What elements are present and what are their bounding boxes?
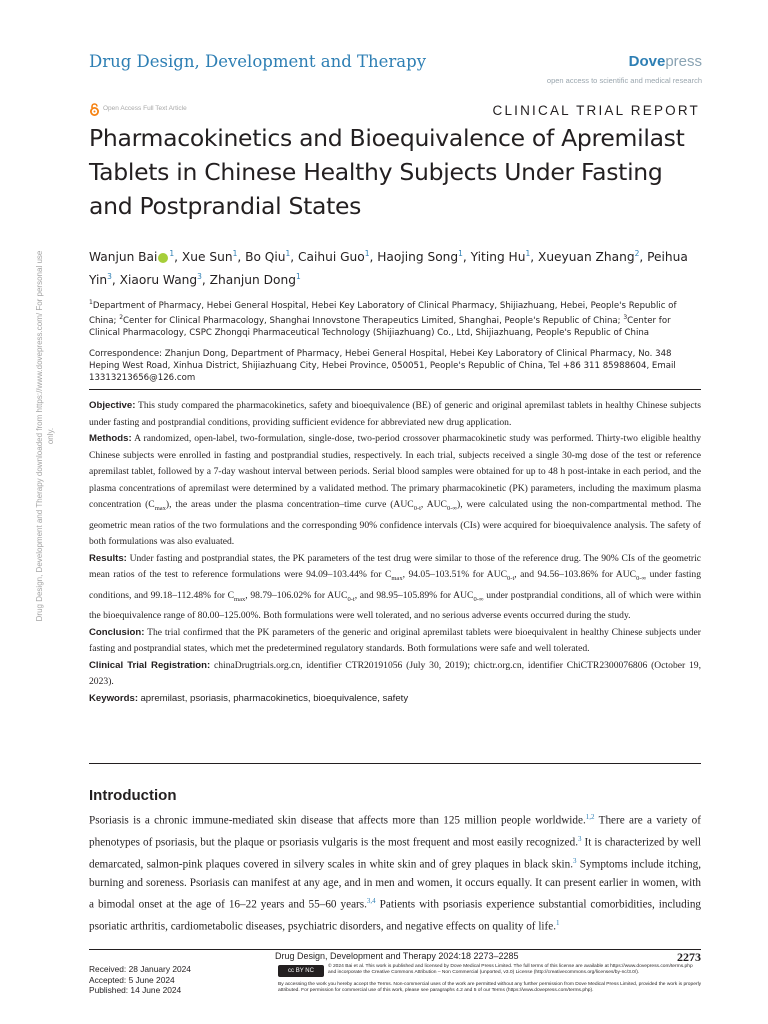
results-text: , and 94.56–103.86% for AUC (514, 569, 637, 581)
author-affiliation-number: 1 (458, 249, 463, 258)
subscript: max (234, 595, 246, 603)
subscript: 0-t (507, 575, 515, 583)
affiliations (89, 297, 699, 339)
body-text: Psoriasis is a chronic immune-mediated skin disease that affects more than 125 million people worldwide. (89, 814, 586, 827)
objective-text: This study compared the pharmacokinetics, safety and bioequivalence (BE) of generic and original apremilast tablets in healthy Chinese subjects under fasting and postprandial conditions, providing sufficient evidence for abbreviated new drug application. (89, 400, 701, 428)
methods-text: A randomized, open-label, two-formulation, single-dose, two-period crossover pharmacokinetic study was performed. Thirty-two eligible healthy Chinese subjects were enrolled in fasting and postprandial studies, respectively. In each trial, subjects received a single 30-mg dose of the test or reference apremilast tablet, followed by a 7-day washout interval between periods. Serial blood samples were obtained for up to 48 h post-intake in each period, and the plasma concentrations of apremilast were determined by a validated method. The primary pharmacokinetic (PK) parameters, including the maximum plasma concentration (C (89, 433, 701, 511)
section-heading: Introduction (89, 787, 177, 804)
journal-title: Drug Design, Development and Therapy (89, 52, 427, 71)
author-name[interactable]: Yiting Hu (470, 250, 526, 265)
author-name[interactable]: Xiaoru Wang (119, 273, 198, 288)
body-text: It is characterized by well demarcated, salmon-pink plaques covered in silvery scales in white skin and of grey plaques in black skin. (89, 836, 702, 871)
objective-label: Objective: (89, 400, 136, 411)
results-text: , 94.05–103.51% for AUC (402, 569, 508, 581)
subscript: 0-∞ (636, 575, 647, 583)
footer-citation: Drug Design, Development and Therapy 2024:18 2273–2285 (275, 951, 519, 961)
keywords-text: apremilast, psoriasis, pharmacokinetics, bioequivalence, safety (140, 693, 409, 705)
body-text: Patients with psoriasis experience substantial comorbidities, including psoriatic arthritis, cardiometabolic diseases, psychiatric disorders, and negative effects on quality of life. (89, 899, 702, 934)
affiliation-text: Department of Pharmacy, Hebei General Hospital, Hebei Key Laboratory of Clinical Pharmacy, Shijiazhuang, Hebei, People's Republic of China; (89, 300, 677, 326)
author-name[interactable]: Peihua Yin (89, 250, 688, 288)
subscript: 0-∞ (473, 595, 484, 603)
citation-link[interactable]: 3,4 (366, 897, 376, 906)
author-name[interactable]: Zhanjun Dong (209, 273, 296, 288)
author-list: Wanjun Bai $^1$, Xue Sun$^1$, Bo Qiu$^1$, Caihui Guo$^1$, Haojing Song$^1$, Yiting Hu$^1$, Xueyuan Zhang$^2$, Peihua Yin$^3$, Xiaoru Wang$^3$, Zhanjun Dong$^1$ (89, 249, 688, 288)
affiliation-number: 1 (89, 299, 93, 306)
subscript: 0-t (347, 595, 355, 603)
conclusion-text: The trial confirmed that the PK parameters of the generic and original apremilast tablets were bioequivalent in healthy Chinese subjects under fasting and postprandial states, which met the predetermined regulatory standards. Both formulations were safe and well tolerated. (89, 626, 701, 655)
subscript: 0-t (413, 505, 421, 513)
correspondence: Correspondence: Zhanjun Dong, Department of Pharmacy, Hebei General Hospital, Hebei Key Laboratory of Clinical Pharmacy, No. 348 Heping West Road, Xinhua District, Shijiazhuang City, Hebei Province, 050051, People's Republic of China, Tel +86 311 85988604, Email 13313213656@126.com (89, 349, 676, 384)
abstract (89, 398, 701, 708)
open-access-icon (89, 103, 100, 116)
affiliation-text: Center for Clinical Pharmacology, Shanghai Innovstone Therapeutics Limited, Shanghai, People's Republic of China; (123, 315, 621, 326)
methods-label: Methods: (89, 433, 132, 445)
methods-text: ), were calculated using the non-compartmental method. The geometric mean ratios of the two formulations and the corresponding 90% confidence intervals (CIs) were acquired for bioequivalence analysis. The safety of both formulations was also evaluated. (89, 499, 701, 548)
affiliation-number: 2 (119, 314, 124, 322)
results-text: under postprandial conditions, all of which were within the bioequivalence range of 80.00–125.00%. Both formulations were well tolerated, and no serious adverse events occurred during the study. (89, 589, 702, 622)
download-watermark (35, 242, 55, 622)
subscript: max (391, 575, 403, 583)
divider (89, 763, 701, 764)
author-name[interactable]: Caihui Guo (298, 250, 365, 265)
author-affiliation-number: 1 (169, 249, 175, 258)
publisher-logo[interactable] (629, 53, 702, 70)
citation-link[interactable]: 3 (573, 857, 577, 866)
author-affiliation-number: 3 (197, 272, 202, 282)
affiliation-text: Center for Clinical Pharmacology, CSPC Zhongqi Pharmaceutical Technology (Shijiazhuang) Co., Ltd, Shijiazhuang, People's Republic of China (89, 315, 671, 339)
citation-link[interactable]: 1 (556, 919, 560, 928)
author-name[interactable]: Xue Sun (181, 250, 233, 265)
results-text: under fasting conditions, and 99.18–112.48% for C (89, 569, 702, 601)
results-text: , 98.79–106.02% for AUC (245, 589, 348, 601)
conclusion-label: Conclusion: (89, 626, 145, 638)
watermark-text: Drug Design, Development and Therapy downloaded from https://www.dovepress.com/ For personal use only. (35, 250, 55, 622)
open-access-label: Open Access Full Text Article (103, 105, 187, 112)
license-text: By accessing the work you hereby accept the Terms. Non-commercial uses of the work are permitted without any further permission from Dove Medical Press Limited, provided the work is properly attributed. For permission for commercial use of this work, please see paragraphs 4.2 and 5 of our Terms (https://www.dovepress.com/terms.php). (278, 982, 702, 994)
body-text: There are a variety of phenotypes of psoriasis, but the plaque or psoriasis vulgaris is the most frequent and most easily recognized. (89, 814, 701, 849)
creative-commons-icon[interactable]: cc BY NC (278, 965, 324, 977)
results-text: Under fasting and postprandial states, the PK parameters of the test drug were similar to those of the reference drug. The 90% CIs of the geometric mean ratios of the test to reference formulations were 94.09–103.44% for C (89, 552, 701, 581)
introduction-paragraph (89, 808, 701, 936)
results-text: , and 98.95–105.89% for AUC (354, 589, 474, 601)
accepted-date: Accepted: 5 June 2024 (89, 974, 175, 985)
divider (89, 389, 701, 390)
methods-text: , AUC (420, 499, 447, 511)
author-name[interactable]: Bo Qiu (245, 250, 286, 265)
page-number: 2273 (677, 950, 701, 964)
methods-text: ), the areas under the plasma concentration–time curve (AUC (165, 499, 414, 511)
author-affiliation-number: 2 (634, 249, 640, 258)
affiliation-number: 3 (623, 314, 628, 322)
body-text: Symptoms include itching, burning and soreness. Psoriasis can manifest at any age, and in men and women, it occurs equally. It can present earlier in women, with a bimodal onset at the age of 16–22 years and 55–60 years. (89, 858, 702, 912)
footer-divider (89, 949, 701, 950)
registration-label: Clinical Trial Registration: (89, 659, 211, 671)
published-date: Published: 14 June 2024 (89, 985, 182, 995)
citation-link[interactable]: 1,2 (585, 813, 595, 821)
author-affiliation-number: 1 (364, 249, 370, 258)
author-affiliation-number: 1 (525, 249, 531, 258)
orcid-icon[interactable] (158, 253, 168, 263)
results-label: Results: (89, 552, 127, 564)
subscript: max (154, 505, 166, 513)
received-date: Received: 28 January 2024 (89, 964, 191, 974)
brand-dove: Dove (628, 53, 666, 70)
author-name[interactable]: Wanjun Bai (89, 250, 158, 265)
author-affiliation-number: 1 (285, 249, 291, 258)
article-title: Pharmacokinetics and Bioequivalence of Apremilast Tablets in Chinese Healthy Subjects Under Fasting and Postprandial States (89, 124, 685, 220)
author-affiliation-number: 3 (107, 272, 112, 282)
subscript: 0-∞ (446, 505, 458, 513)
author-name[interactable]: Xueyuan Zhang (537, 250, 635, 265)
publication-dates (89, 964, 191, 996)
publisher-tagline: open access to scientific and medical research (546, 76, 702, 85)
registration-text: chinaDrugtrials.org.cn, identifier CTR20191056 (July 30, 2019); chictr.org.cn, identifier ChiCTR2300076806 (October 19, 2023). (89, 659, 701, 688)
keywords-label: Keywords: (89, 693, 139, 705)
article-type: CLINICAL TRIAL REPORT (492, 103, 700, 118)
brand-press: press (665, 53, 702, 70)
license-text: © 2024 Bai et al. This work is published and licensed by Dove Medical Press Limited. The full terms of this license are available at https://www.dovepress.com/terms.php and incorporate the Creative Commons Attribution – Non Commercial (unported, v3.0) License (http://creativecommons.org/licenses/by-nc/3.0/). (328, 964, 693, 976)
author-affiliation-number: 1 (232, 249, 238, 258)
citation-link[interactable]: 3 (578, 835, 582, 844)
author-affiliation-number: 1 (295, 272, 301, 282)
author-name[interactable]: Haojing Song (377, 250, 459, 265)
